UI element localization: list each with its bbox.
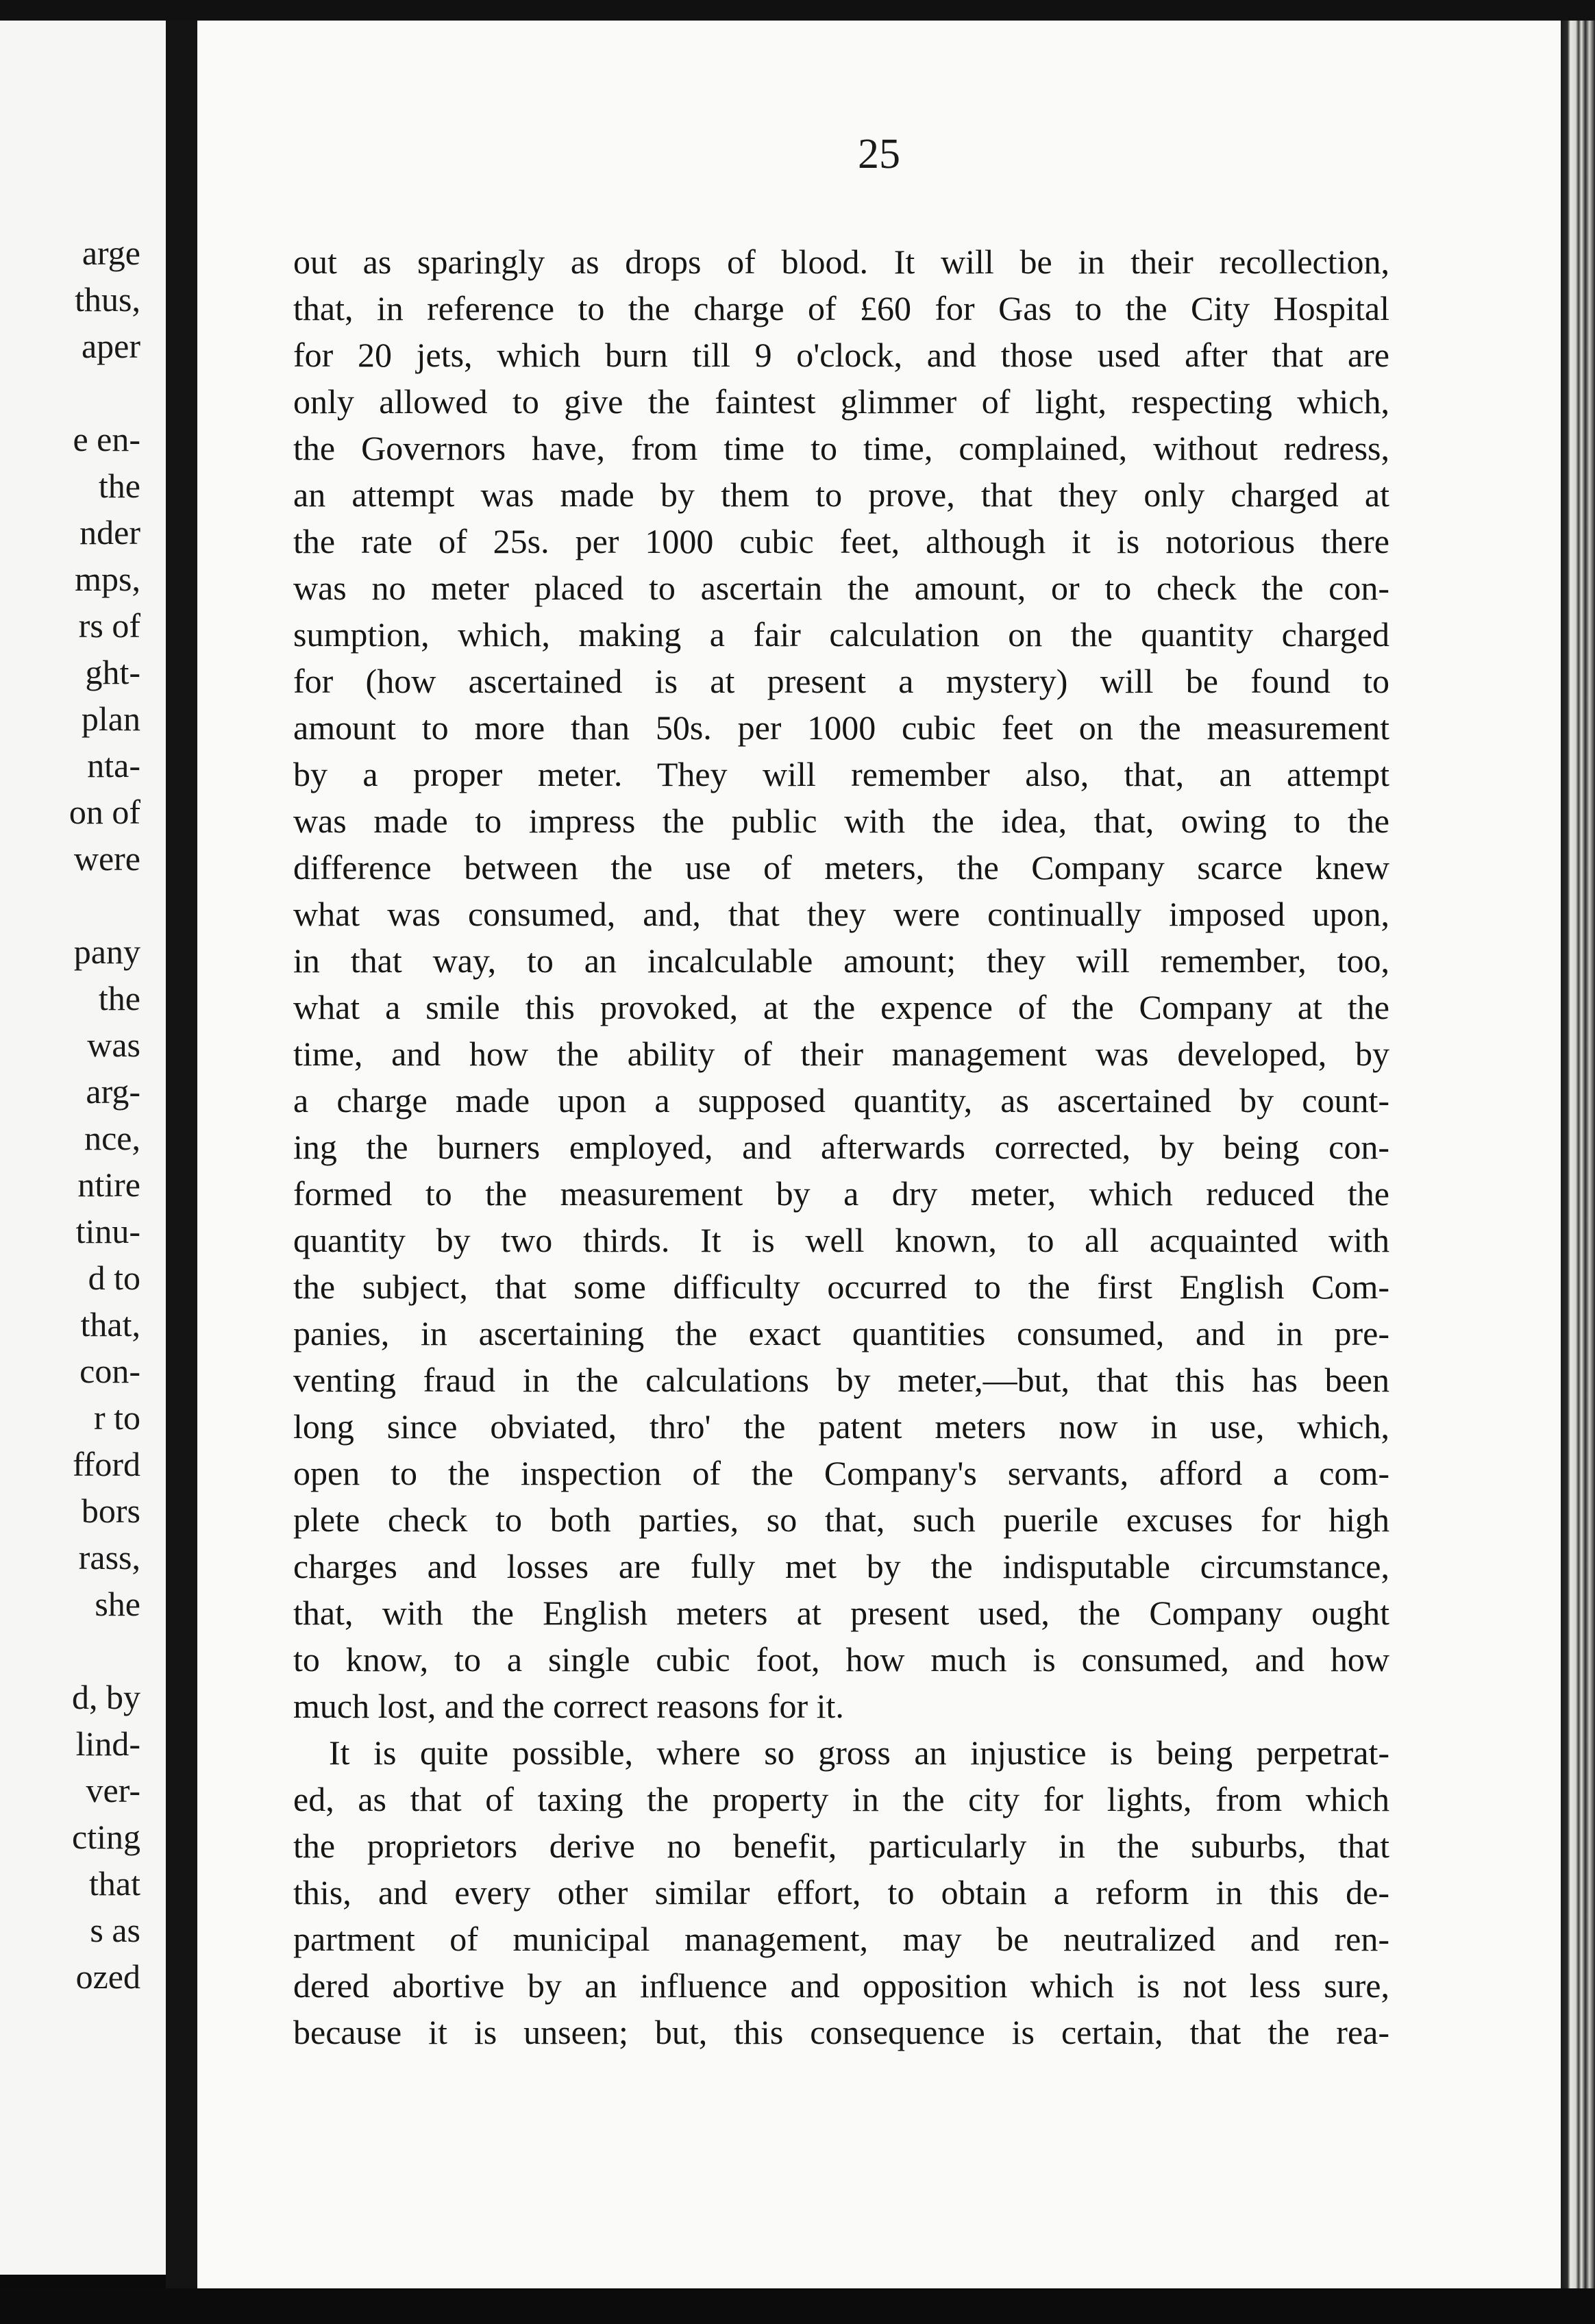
scan-top-border [0, 0, 1595, 21]
facing-page-fragment: plan [81, 700, 140, 738]
facing-page-fragment: was [87, 1026, 140, 1064]
text-line: for (how ascertained is at present a mystery) will be found to [293, 662, 1389, 700]
facing-page-fragment: ozed [75, 1957, 140, 1996]
book-gutter [166, 21, 197, 2295]
facing-page-fragment: arg- [86, 1072, 140, 1111]
facing-page-fragment: that [89, 1864, 140, 1903]
page-number: 25 [858, 131, 900, 177]
text-line: because it is unseen; but, this consequence is certain, that the rea- [293, 2013, 1389, 2051]
body-text [293, 238, 1389, 2055]
text-line: out as sparingly as drops of blood. It will be in their recollection, [293, 243, 1389, 281]
text-line: what was consumed, and, that they were continually imposed upon, [293, 895, 1389, 933]
text-line: the rate of 25s. per 1000 cubic feet, although it is notorious there [293, 522, 1389, 560]
text-line: panies, in ascertaining the exact quantities consumed, and in pre- [293, 1314, 1389, 1352]
facing-page-fragment: thus, [75, 280, 140, 319]
facing-page-fragment: d to [88, 1259, 140, 1297]
facing-page-fragment: bors [81, 1492, 140, 1530]
facing-page-fragment: ntire [77, 1165, 140, 1204]
text-line: to know, to a single cubic foot, how much is consumed, and how [293, 1640, 1389, 1679]
text-line: time, and how the ability of their management was developed, by [293, 1035, 1389, 1073]
text-line: the subject, that some difficulty occurred to the first English Com- [293, 1268, 1389, 1306]
text-line: ed, as that of taxing the property in the city for lights, from which [293, 1780, 1389, 1818]
facing-page-fragment [0, 1627, 140, 1674]
facing-page-fragment: r to [93, 1398, 140, 1437]
text-line: long since obviated, thro' the patent meters now in use, which, [293, 1407, 1389, 1446]
facing-page-text-fragments [0, 230, 140, 2000]
text-line: only allowed to give the faintest glimmer of light, respecting which, [293, 382, 1389, 421]
text-line: the proprietors derive no benefit, particularly in the suburbs, that [293, 1827, 1389, 1865]
facing-page-fragment: cting [72, 1818, 140, 1856]
text-line: ing the burners employed, and afterwards corrected, by being con- [293, 1128, 1389, 1166]
text-line: this, and every other similar effort, to obtain a reform in this de- [293, 1873, 1389, 1912]
facing-page-fragment: arge [82, 234, 140, 272]
text-line: charges and losses are fully met by the indisputable circumstance, [293, 1547, 1389, 1585]
facing-page-fragment: the [98, 979, 140, 1017]
text-line: sumption, which, making a fair calculation on the quantity charged [293, 615, 1389, 654]
facing-page-edge [0, 21, 166, 2275]
facing-page-fragment: ght- [85, 653, 140, 691]
text-line: formed to the measurement by a dry meter, which reduced the [293, 1174, 1389, 1213]
facing-page-fragment: s as [90, 1911, 140, 1949]
text-line: much lost, and the correct reasons for it. [293, 1687, 844, 1725]
facing-page-fragment: tinu- [75, 1212, 140, 1250]
text-line: a charge made upon a supposed quantity, as ascertained by count- [293, 1081, 1389, 1120]
facing-page-fragment: the [98, 467, 140, 505]
text-line: amount to more than 50s. per 1000 cubic feet on the measurement [293, 708, 1389, 747]
text-line: difference between the use of meters, the Company scarce knew [293, 848, 1389, 887]
text-line: an attempt was made by them to prove, that they only charged at [293, 475, 1389, 514]
facing-page-fragment [0, 882, 140, 928]
text-line: plete check to both parties, so that, such puerile excuses for high [293, 1500, 1389, 1539]
facing-page-fragment: she [95, 1585, 140, 1623]
text-line: was made to impress the public with the idea, that, owing to the [293, 802, 1389, 840]
scan-bottom-border [0, 2288, 1595, 2324]
text-line: in that way, to an incalculable amount; they will remember, too, [293, 941, 1389, 980]
text-line: for 20 jets, which burn till 9 o'clock, and those used after that are [293, 336, 1389, 374]
text-line: the Governors have, from time to time, complained, without redress, [293, 429, 1389, 467]
facing-page-fragment: mps, [75, 560, 140, 598]
facing-page-fragment: lind- [75, 1725, 140, 1763]
text-line: quantity by two thirds. It is well known, to all acquainted with [293, 1221, 1389, 1259]
text-line: that, in reference to the charge of £60 for Gas to the City Hospital [293, 289, 1389, 327]
facing-page-fragment: nce, [84, 1119, 140, 1157]
text-line: by a proper meter. They will remember also, that, an attempt [293, 755, 1389, 793]
facing-page-fragment: e en- [73, 420, 140, 458]
facing-page-fragment: rs of [78, 606, 140, 645]
facing-page-fragment: nta- [87, 746, 140, 784]
text-line: venting fraud in the calculations by meter,—but, that this has been [293, 1361, 1389, 1399]
facing-page-fragment: rass, [78, 1538, 140, 1577]
facing-page-fragment [0, 369, 140, 416]
facing-page-fragment: con- [79, 1352, 140, 1390]
text-line: that, with the English meters at present used, the Company ought [293, 1594, 1389, 1632]
text-line: what a smile this provoked, at the expence of the Company at the [293, 988, 1389, 1026]
text-line: It is quite possible, where so gross an injustice is being perpetrat- [329, 1733, 1389, 1772]
facing-page-fragment: on of [69, 793, 140, 831]
facing-page-fragment: nder [79, 513, 140, 552]
text-line: dered abortive by an influence and opposition which is not less sure, [293, 1966, 1389, 2005]
facing-page-fragment: that, [80, 1305, 140, 1344]
facing-page-fragment: ver- [86, 1771, 140, 1809]
page-edges-right [1561, 21, 1595, 2295]
text-line: open to the inspection of the Company's servants, afford a com- [293, 1454, 1389, 1492]
text-line: was no meter placed to ascertain the amount, or to check the con- [293, 569, 1389, 607]
facing-page-fragment: pany [73, 932, 140, 971]
main-page [197, 21, 1561, 2288]
facing-page-fragment: fford [72, 1445, 140, 1483]
facing-page-fragment: aper [81, 327, 140, 365]
text-line: partment of municipal management, may be neutralized and ren- [293, 1920, 1389, 1958]
facing-page-fragment: d, by [72, 1678, 140, 1716]
facing-page-fragment: were [73, 839, 140, 878]
